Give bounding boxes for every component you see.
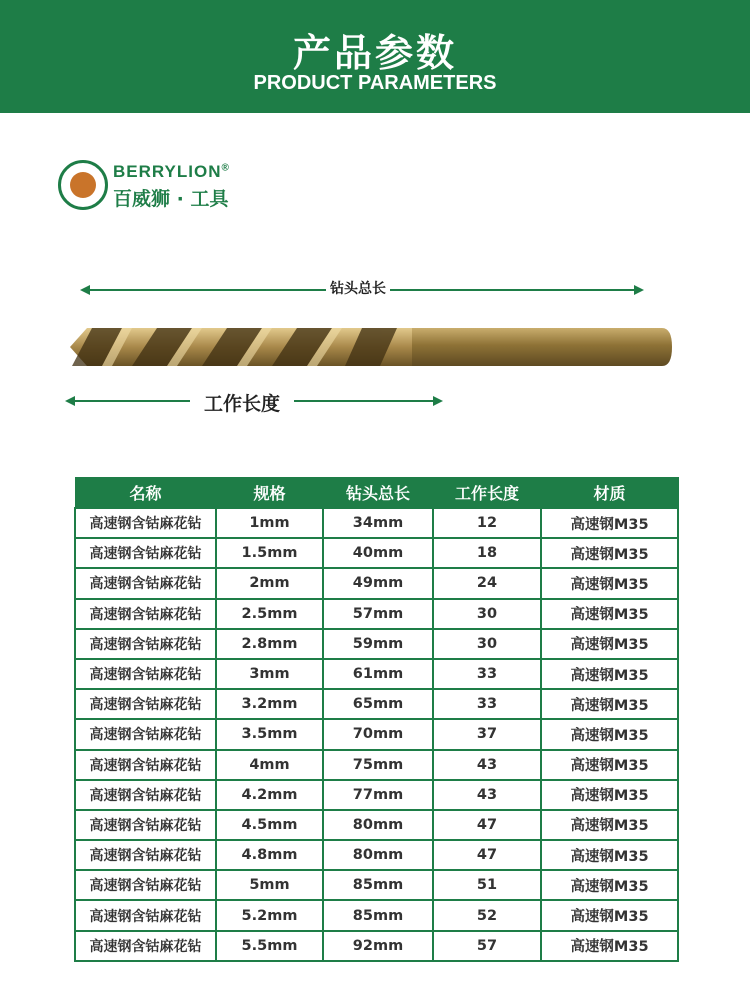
table-row — [75, 870, 678, 900]
cell-working-length: 43 — [433, 780, 541, 810]
arrow-right-icon — [433, 396, 443, 406]
cell-total-length: 57mm — [323, 599, 433, 629]
cell-working-length: 33 — [433, 689, 541, 719]
cell-working-length: 47 — [433, 840, 541, 870]
cell-material: 高速钢M35 — [541, 689, 678, 719]
cell-spec: 4mm — [216, 750, 323, 780]
lion-seal-icon — [58, 160, 108, 210]
cell-working-length: 33 — [433, 659, 541, 689]
cell-material: 高速钢M35 — [541, 629, 678, 659]
spec-table — [74, 477, 679, 962]
cell-spec: 4.5mm — [216, 810, 323, 840]
cell-spec: 2mm — [216, 568, 323, 598]
cell-spec: 1mm — [216, 508, 323, 538]
cell-name: 高速钢含钴麻花钻 — [75, 689, 216, 719]
cell-working-length: 24 — [433, 568, 541, 598]
column-header: 规格 — [216, 478, 323, 509]
cell-name: 高速钢含钴麻花钻 — [75, 538, 216, 568]
table-row — [75, 689, 678, 719]
table-row — [75, 538, 678, 568]
column-header: 名称 — [75, 478, 216, 509]
registered-mark: ® — [221, 162, 230, 174]
column-header: 工作长度 — [433, 478, 541, 509]
column-header: 材质 — [541, 478, 678, 509]
cell-total-length: 70mm — [323, 719, 433, 749]
table-row — [75, 719, 678, 749]
cell-total-length: 85mm — [323, 870, 433, 900]
cell-spec: 3.2mm — [216, 689, 323, 719]
table-row — [75, 810, 678, 840]
cell-working-length: 18 — [433, 538, 541, 568]
brand-logo — [58, 160, 258, 220]
cell-working-length: 30 — [433, 629, 541, 659]
table-header-row — [75, 478, 678, 509]
cell-spec: 5.5mm — [216, 931, 323, 961]
cell-total-length: 34mm — [323, 508, 433, 538]
drill-bit-image — [62, 322, 672, 372]
cell-material: 高速钢M35 — [541, 750, 678, 780]
cell-name: 高速钢含钴麻花钻 — [75, 931, 216, 961]
cell-working-length: 30 — [433, 599, 541, 629]
table-row — [75, 659, 678, 689]
cell-name: 高速钢含钴麻花钻 — [75, 659, 216, 689]
cell-name: 高速钢含钴麻花钻 — [75, 599, 216, 629]
cell-name: 高速钢含钴麻花钻 — [75, 810, 216, 840]
cell-total-length: 85mm — [323, 900, 433, 930]
arrow-right-icon — [634, 285, 644, 295]
cell-total-length: 92mm — [323, 931, 433, 961]
cell-working-length: 37 — [433, 719, 541, 749]
cell-total-length: 40mm — [323, 538, 433, 568]
table-row — [75, 508, 678, 538]
table-row — [75, 840, 678, 870]
cell-total-length: 75mm — [323, 750, 433, 780]
table-row — [75, 629, 678, 659]
cell-material: 高速钢M35 — [541, 900, 678, 930]
cell-material: 高速钢M35 — [541, 508, 678, 538]
brand-name-cn: 百威狮 · 工具 — [113, 188, 229, 210]
cell-name: 高速钢含钴麻花钻 — [75, 870, 216, 900]
cell-total-length: 77mm — [323, 780, 433, 810]
cell-total-length: 65mm — [323, 689, 433, 719]
cell-spec: 3mm — [216, 659, 323, 689]
column-header: 钻头总长 — [323, 478, 433, 509]
page-subtitle: PRODUCT PARAMETERS — [253, 72, 497, 94]
cell-material: 高速钢M35 — [541, 719, 678, 749]
cell-spec: 3.5mm — [216, 719, 323, 749]
cell-total-length: 59mm — [323, 629, 433, 659]
cell-spec: 4.8mm — [216, 840, 323, 870]
cell-name: 高速钢含钴麻花钻 — [75, 780, 216, 810]
table-row — [75, 780, 678, 810]
cell-material: 高速钢M35 — [541, 568, 678, 598]
cell-working-length: 52 — [433, 900, 541, 930]
total-length-label: 钻头总长 — [326, 278, 390, 298]
cell-working-length: 12 — [433, 508, 541, 538]
cell-working-length: 47 — [433, 810, 541, 840]
cell-material: 高速钢M35 — [541, 659, 678, 689]
cell-total-length: 80mm — [323, 840, 433, 870]
brand-name-en: BERRYLION — [113, 162, 222, 181]
page-title: 产品参数 — [292, 31, 457, 75]
cell-total-length: 80mm — [323, 810, 433, 840]
table-row — [75, 931, 678, 961]
header-banner — [0, 0, 750, 113]
cell-spec: 2.8mm — [216, 629, 323, 659]
cell-name: 高速钢含钴麻花钻 — [75, 629, 216, 659]
table-row — [75, 568, 678, 598]
cell-working-length: 43 — [433, 750, 541, 780]
cell-name: 高速钢含钴麻花钻 — [75, 750, 216, 780]
cell-spec: 5mm — [216, 870, 323, 900]
table-row — [75, 599, 678, 629]
cell-name: 高速钢含钴麻花钻 — [75, 840, 216, 870]
table-row — [75, 900, 678, 930]
cell-total-length: 61mm — [323, 659, 433, 689]
cell-total-length: 49mm — [323, 568, 433, 598]
cell-name: 高速钢含钴麻花钻 — [75, 568, 216, 598]
cell-working-length: 57 — [433, 931, 541, 961]
cell-material: 高速钢M35 — [541, 931, 678, 961]
cell-material: 高速钢M35 — [541, 599, 678, 629]
cell-material: 高速钢M35 — [541, 538, 678, 568]
cell-material: 高速钢M35 — [541, 840, 678, 870]
cell-material: 高速钢M35 — [541, 870, 678, 900]
cell-spec: 1.5mm — [216, 538, 323, 568]
table-row — [75, 750, 678, 780]
cell-name: 高速钢含钴麻花钻 — [75, 900, 216, 930]
cell-spec: 2.5mm — [216, 599, 323, 629]
cell-name: 高速钢含钴麻花钻 — [75, 719, 216, 749]
working-length-label: 工作长度 — [190, 389, 294, 416]
cell-spec: 5.2mm — [216, 900, 323, 930]
cell-material: 高速钢M35 — [541, 780, 678, 810]
cell-spec: 4.2mm — [216, 780, 323, 810]
cell-name: 高速钢含钴麻花钻 — [75, 508, 216, 538]
cell-material: 高速钢M35 — [541, 810, 678, 840]
cell-working-length: 51 — [433, 870, 541, 900]
